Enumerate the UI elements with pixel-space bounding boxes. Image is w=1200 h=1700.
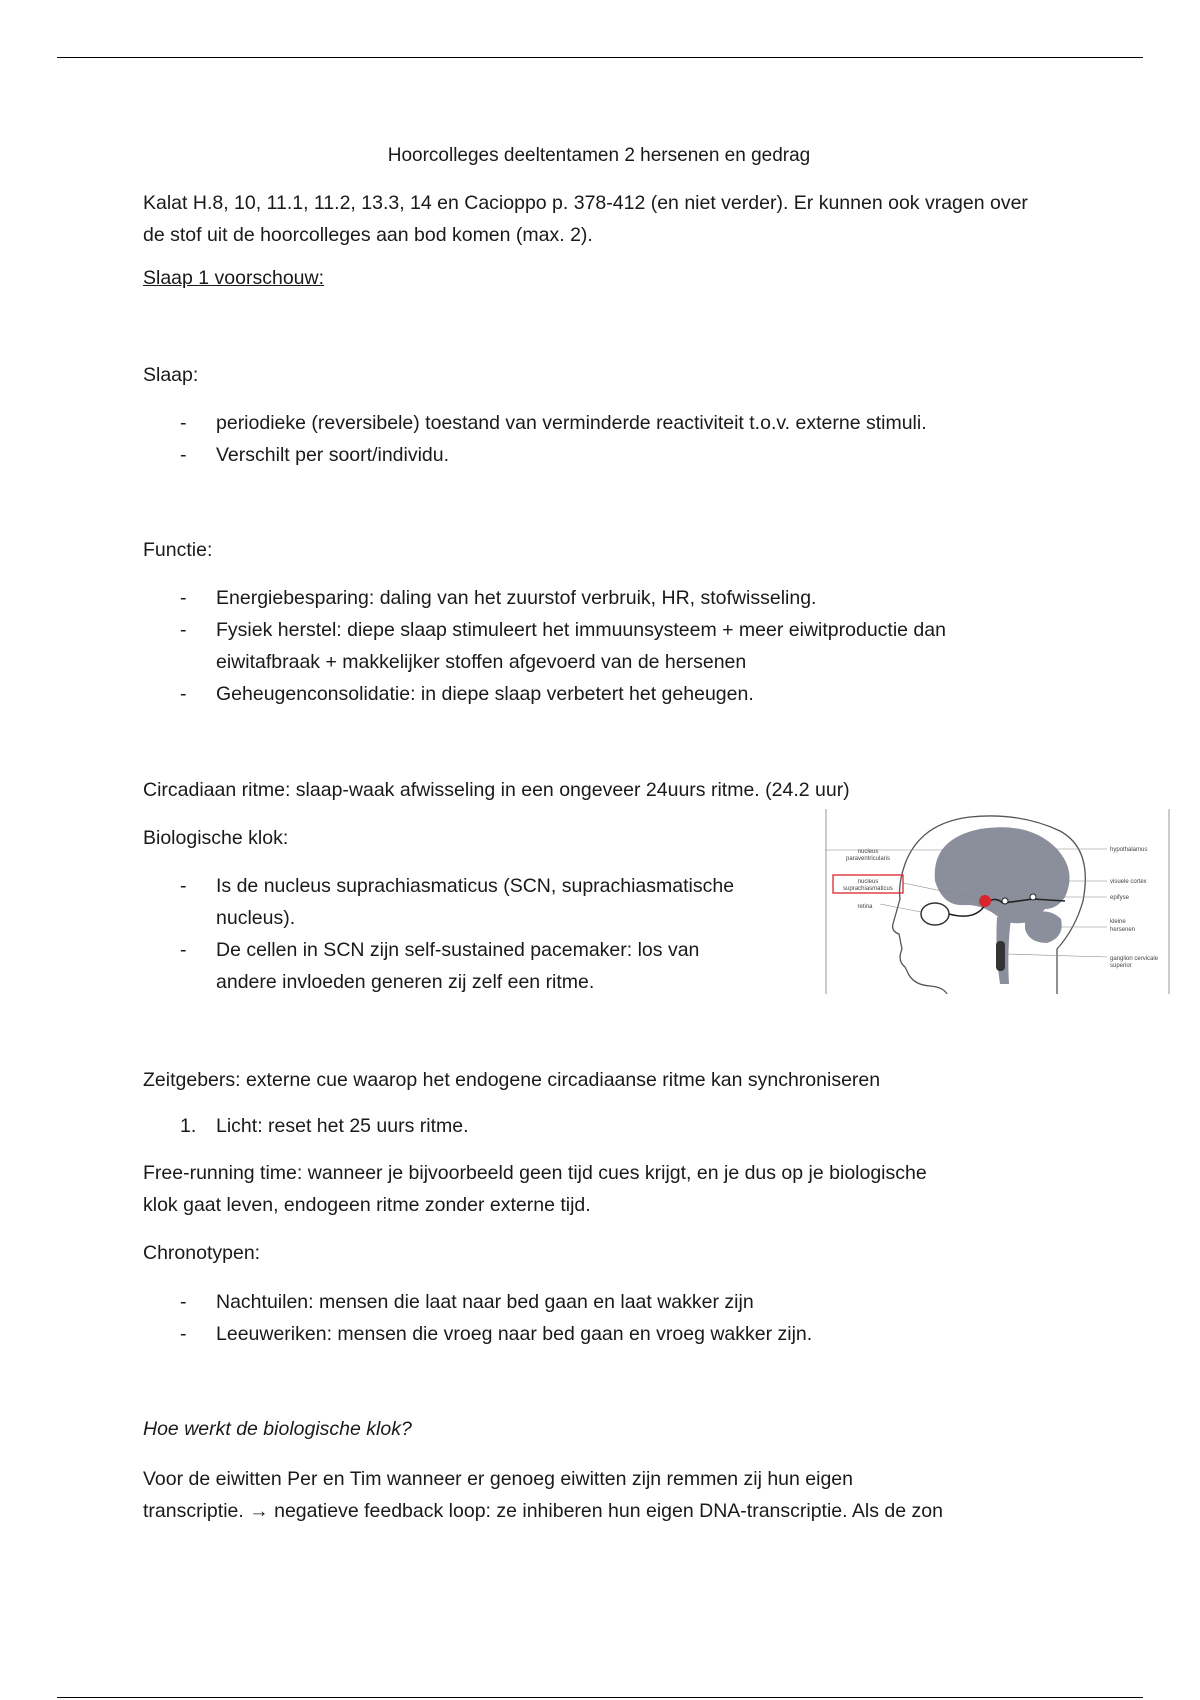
list-item: - Is de nucleus suprachiasmaticus (SCN, suprachiasmatische nucleus).	[143, 870, 734, 934]
zeitgebers-list	[143, 1110, 469, 1142]
label-paraventricularis: paraventricularis	[845, 856, 891, 862]
list-item: - Nachtuilen: mensen die laat naar bed gaan en laat wakker zijn	[143, 1286, 812, 1318]
chronotypen-list	[143, 1286, 812, 1350]
header-rule	[57, 57, 1143, 58]
label-kleine: kleine	[1110, 919, 1126, 925]
circadiaan-paragraph: Circadiaan ritme: slaap-waak afwisseling in een ongeveer 24uurs ritme. (24.2 uur)	[143, 779, 850, 801]
list-item: - Fysiek herstel: diepe slaap stimuleert het immuunsysteem + meer eiwitproductie dan eiwitafbraak + makkelijker stoffen afgevoerd van de hersenen	[143, 614, 946, 678]
list-item: - Verschilt per soort/individu.	[143, 439, 927, 471]
page-title: Hoorcolleges deeltentamen 2 hersenen en gedrag	[387, 145, 811, 166]
section-heading: Slaap 1 voorschouw:	[143, 267, 325, 289]
eye-icon	[921, 903, 949, 925]
functie-heading: Functie:	[143, 539, 213, 561]
label-hersenen: hersenen	[1110, 927, 1136, 933]
label-epifyse: epifyse	[1110, 895, 1130, 901]
label-retina: retina	[857, 904, 873, 910]
free-running-paragraph: Free-running time: wanneer je bijvoorbeeld geen tijd cues krijgt, en je dus op je biologische klok gaat leven, endogeen ritme zonder externe tijd.	[143, 1162, 927, 1216]
intro-line-1: Kalat H.8, 10, 11.1, 11.2, 13.3, 14 en Cacioppo p. 378-412 (en niet verder). Er kunnen ook vragen over	[143, 192, 1028, 214]
pvn-marker	[1002, 898, 1008, 904]
label-ganglion: ganglion cervicale	[1110, 956, 1159, 962]
klok-heading: Biologische klok:	[143, 827, 289, 849]
label-hypothalamus: hypothalamus	[1110, 847, 1148, 853]
chronotypen-heading: Chronotypen:	[143, 1242, 261, 1264]
scn-marker	[979, 895, 991, 907]
list-item: - periodieke (reversibele) toestand van verminderde reactiviteit t.o.v. externe stimuli.	[143, 407, 927, 439]
final-paragraph: Voor de eiwitten Per en Tim wanneer er genoeg eiwitten zijn remmen zij hun eigen transcriptie. → negatieve feedback loop: ze inhiberen hun eigen DNA-transcriptie. Als de zon	[143, 1468, 943, 1522]
list-item: - Energiebesparing: daling van het zuurstof verbruik, HR, stofwisseling.	[143, 582, 946, 614]
list-item: 1. Licht: reset het 25 uurs ritme.	[180, 1115, 469, 1137]
ganglion-shape	[996, 941, 1005, 971]
slaap-list	[143, 407, 927, 471]
list-item: - Leeuweriken: mensen die vroeg naar bed gaan en vroeg wakker zijn.	[143, 1318, 812, 1350]
slaap-heading: Slaap:	[143, 364, 199, 386]
klok-list	[143, 870, 734, 998]
label-nucleus-pvn: nucleus	[857, 849, 879, 855]
list-item: - De cellen in SCN zijn self-sustained pacemaker: los van andere invloeden generen zij zelf een ritme.	[143, 934, 734, 998]
label-suprachiasmaticus: suprachiasmaticus	[843, 886, 893, 892]
functie-list	[143, 582, 946, 710]
list-item: - Geheugenconsolidatie: in diepe slaap verbetert het geheugen.	[143, 678, 946, 710]
zeitgebers-paragraph: Zeitgebers: externe cue waarop het endogene circadiaanse ritme kan synchroniseren	[143, 1069, 881, 1091]
intro-paragraph	[143, 187, 1028, 251]
footer-rule	[57, 1697, 1143, 1698]
question-heading: Hoe werkt de biologische klok?	[143, 1418, 412, 1440]
label-visuele-cortex: visuele cortex	[1110, 879, 1147, 885]
intro-line-2: de stof uit de hoorcolleges aan bod komen (max. 2).	[143, 224, 593, 246]
brain-diagram-figure	[825, 809, 1170, 994]
label-superior: superior	[1110, 963, 1132, 969]
label-nucleus-scn: nucleus	[857, 879, 879, 885]
